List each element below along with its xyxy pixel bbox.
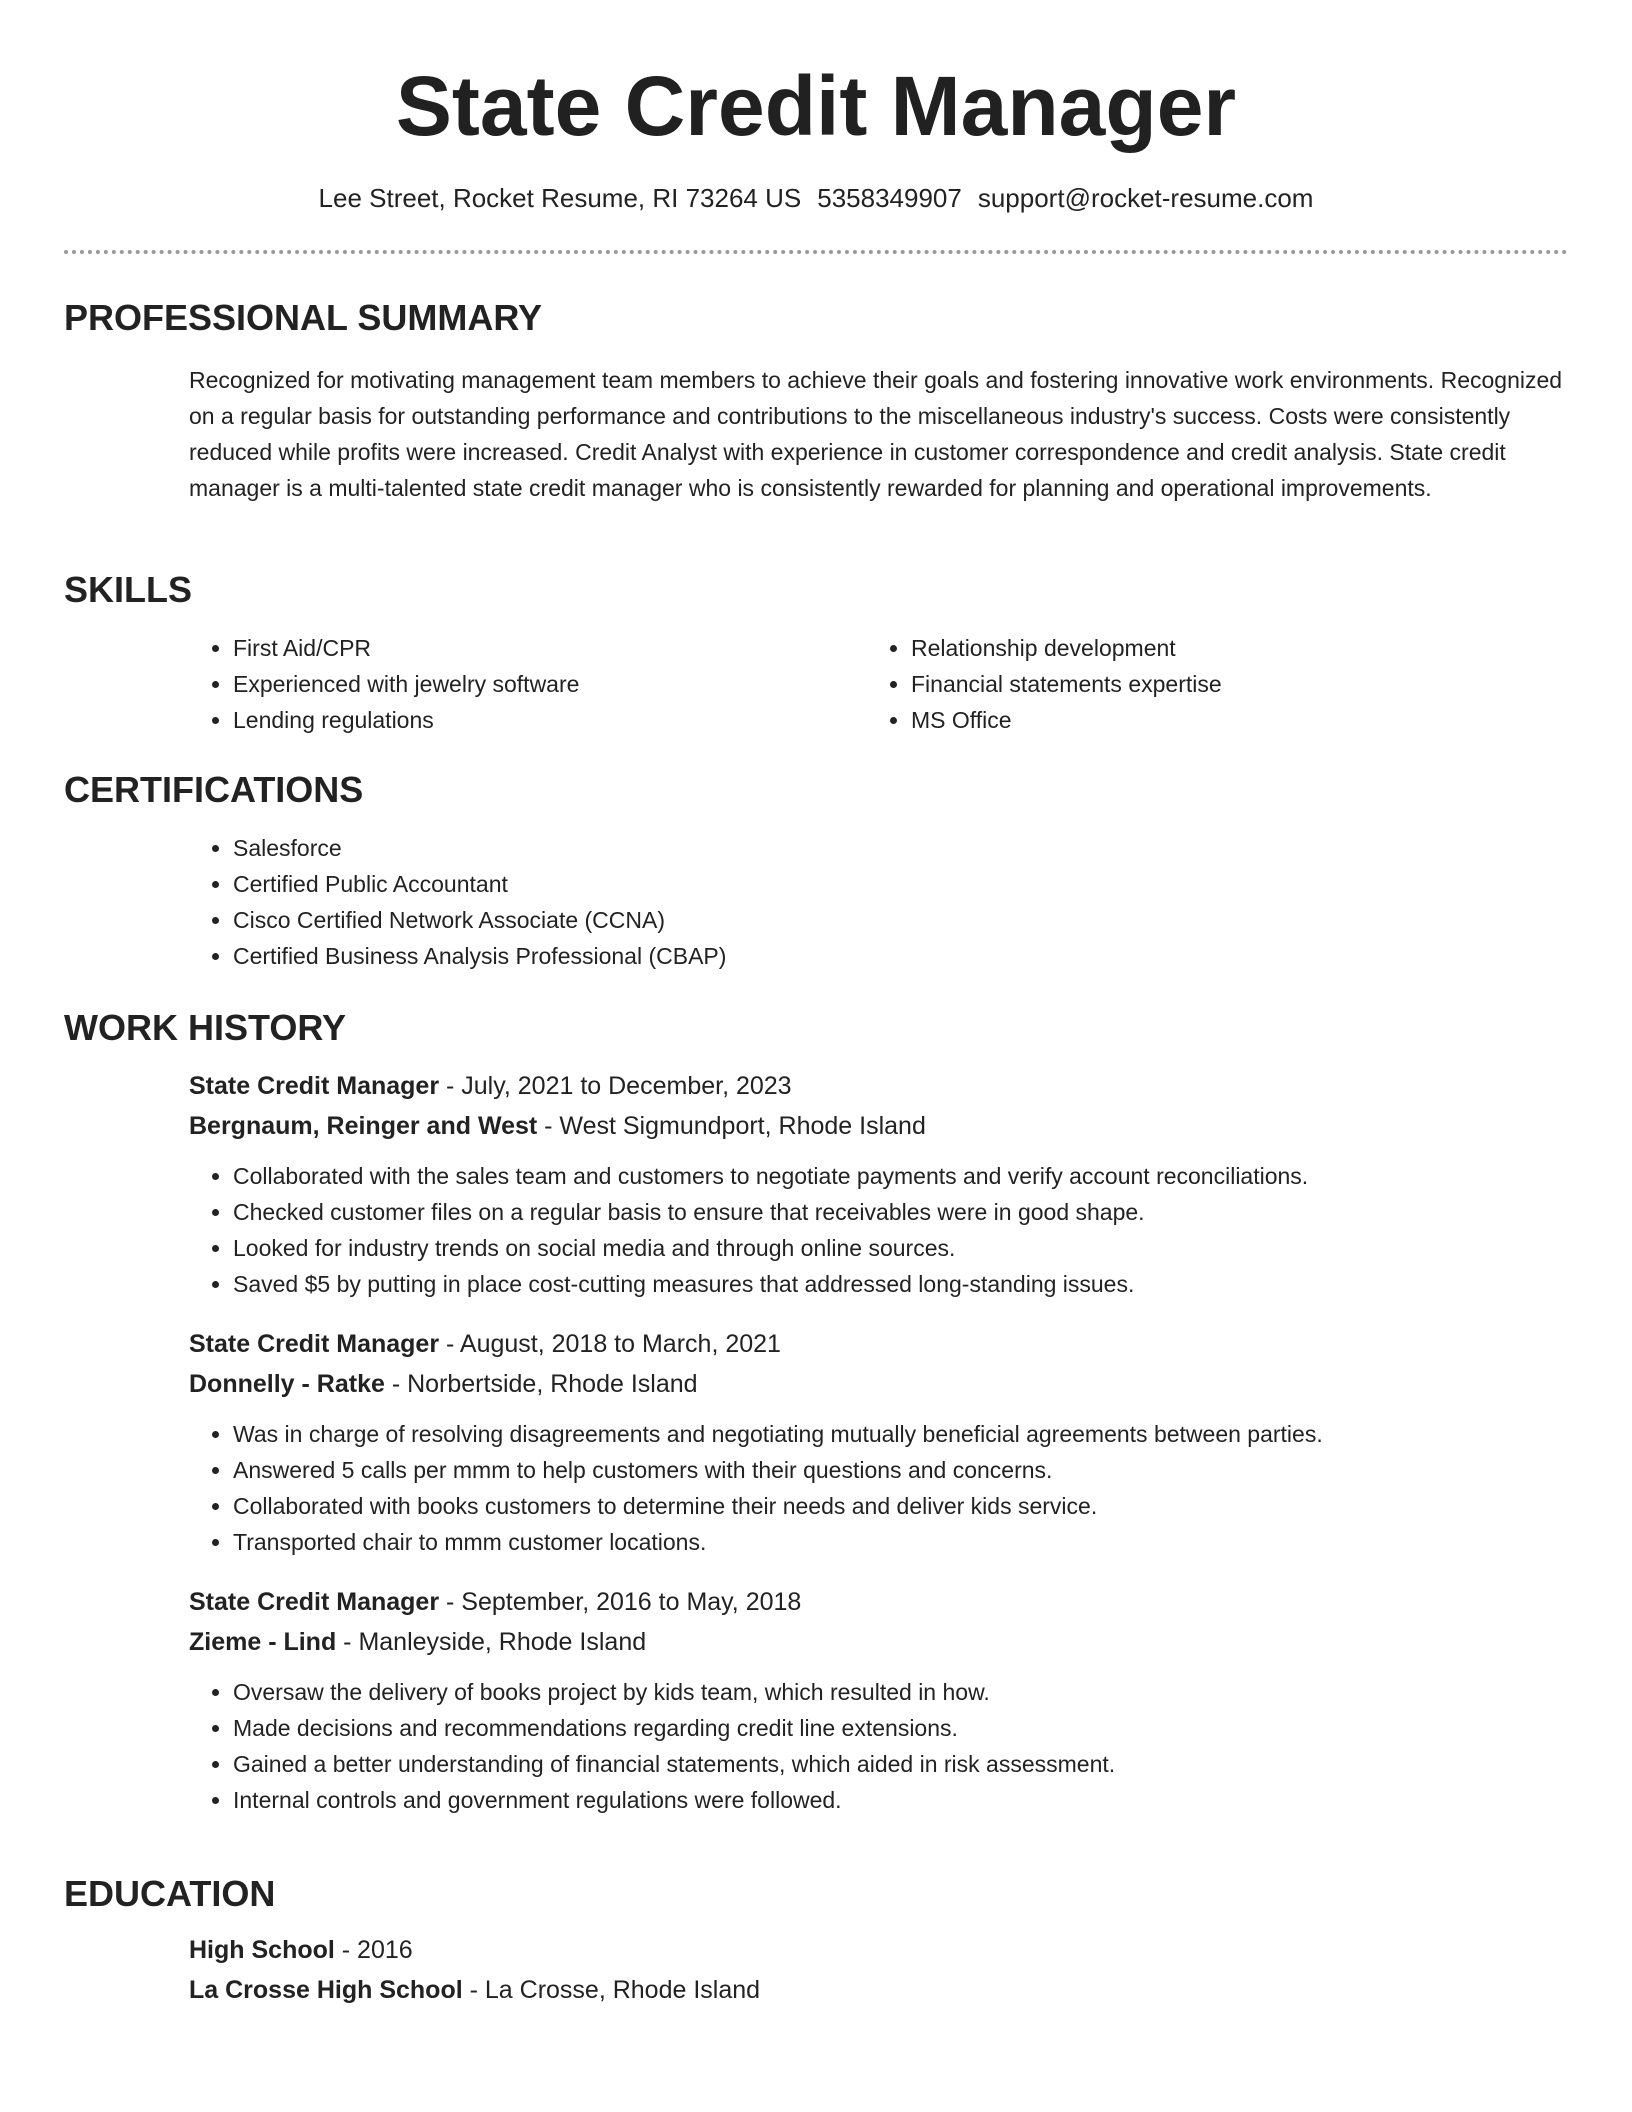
job-title-line [189,1582,1568,1622]
skills-column-left [189,630,867,738]
education-section [64,1872,1568,2010]
job-bullet: • Oversaw the delivery of books project by kids team, which resulted in how. [233,1674,1568,1710]
summary-section [64,296,1568,506]
section-title-certifications: CERTIFICATIONS [64,769,364,810]
job-dates: - July, 2021 to December, 2023 [439,1072,792,1100]
skills-grid [189,630,1568,738]
resume-name: State Credit Manager [395,59,1237,153]
job-title-line [189,1324,1568,1364]
header-divider [64,250,1568,254]
job-location: - West Sigmundport, Rhode Island [537,1112,926,1140]
education-degree-line [189,1930,1568,1970]
skills-section [64,568,1568,738]
job-bullet: • Was in charge of resolving disagreements and negotiating mutually beneficial agreements between parties. [233,1416,1568,1452]
certification-item: • Certified Business Analysis Professional (CBAP) [233,938,1568,974]
skills-column-right [867,630,1545,738]
job-bullet: • Checked customer files on a regular basis to ensure that receivables were in good shape. [233,1194,1568,1230]
job-location: - Norbertside, Rhode Island [384,1370,698,1398]
job-company-line [189,1364,1568,1404]
job-bullet: • Answered 5 calls per mmm to help customers with their questions and concerns. [233,1452,1568,1488]
skill-item: • Financial statements expertise [911,666,1545,702]
education-school-line [189,1970,1568,2010]
section-title-education: EDUCATION [64,1873,276,1914]
work-history-section [64,1006,1568,1818]
job-bullet: • Looked for industry trends on social media and through online sources. [233,1230,1568,1266]
job-company: Zieme - Lind [189,1628,337,1656]
education-year: - 2016 [334,1936,413,1964]
section-title-summary: PROFESSIONAL SUMMARY [64,297,543,338]
summary-text: Recognized for motivating management team members to achieve their goals and fostering innovative work environments. Recognized on a regular basis for outstanding performance and contributions to the miscellaneous industry's success. Costs were consistently reduced while profits were increased. Credit Analyst with experience in customer correspondence and credit analysis. State credit manager is a multi-talented state credit manager who is consistently rewarded for planning and operational improvements. [189,367,1563,501]
education-entry [189,1930,1568,2010]
job-dates: - August, 2018 to March, 2021 [439,1330,781,1358]
job-role: State Credit Manager [189,1588,440,1616]
job-bullet: • Collaborated with the sales team and customers to negotiate payments and verify account reconciliations. [233,1158,1568,1194]
skill-item: • First Aid/CPR [233,630,867,666]
skill-item: • Relationship development [911,630,1545,666]
job-entry [189,1582,1568,1818]
education-school: La Crosse High School [189,1976,463,2004]
skill-item: • Experienced with jewelry software [233,666,867,702]
job-company: Bergnaum, Reinger and West [189,1112,538,1140]
job-entry [189,1066,1568,1302]
section-title-work-history: WORK HISTORY [64,1007,347,1048]
job-bullet: • Transported chair to mmm customer locations. [233,1524,1568,1560]
certification-item: • Cisco Certified Network Associate (CCNA) [233,902,1568,938]
certifications-section [64,768,1568,974]
job-role: State Credit Manager [189,1072,440,1100]
education-location: - La Crosse, Rhode Island [462,1976,761,2004]
job-bullet: • Saved $5 by putting in place cost-cutting measures that addressed long-standing issues. [233,1266,1568,1302]
job-company-line [189,1106,1568,1146]
contact-email: support@rocket-resume.com [977,183,1314,213]
job-title-line [189,1066,1568,1106]
job-bullet: • Gained a better understanding of financial statements, which aided in risk assessment. [233,1746,1568,1782]
job-company: Donnelly - Ratke [189,1370,385,1398]
certifications-list-wrap [189,830,1568,974]
job-bullet: • Internal controls and government regulations were followed. [233,1782,1568,1818]
skill-item: • Lending regulations [233,702,867,738]
certification-item: • Certified Public Accountant [233,866,1568,902]
contact-line [64,180,1568,216]
job-location: - Manleyside, Rhode Island [336,1628,647,1656]
job-company-line [189,1622,1568,1662]
skill-item: • MS Office [911,702,1545,738]
job-bullet: • Made decisions and recommendations regarding credit line extensions. [233,1710,1568,1746]
contact-phone: 5358349907 [817,183,962,213]
job-bullet: • Collaborated with books customers to determine their needs and deliver kids service. [233,1488,1568,1524]
job-entry [189,1324,1568,1560]
education-degree: High School [189,1936,335,1964]
contact-address: Lee Street, Rocket Resume, RI 73264 US [318,183,802,213]
section-title-skills: SKILLS [64,569,193,610]
job-role: State Credit Manager [189,1330,440,1358]
certification-item: • Salesforce [233,830,1568,866]
job-dates: - September, 2016 to May, 2018 [439,1588,802,1616]
